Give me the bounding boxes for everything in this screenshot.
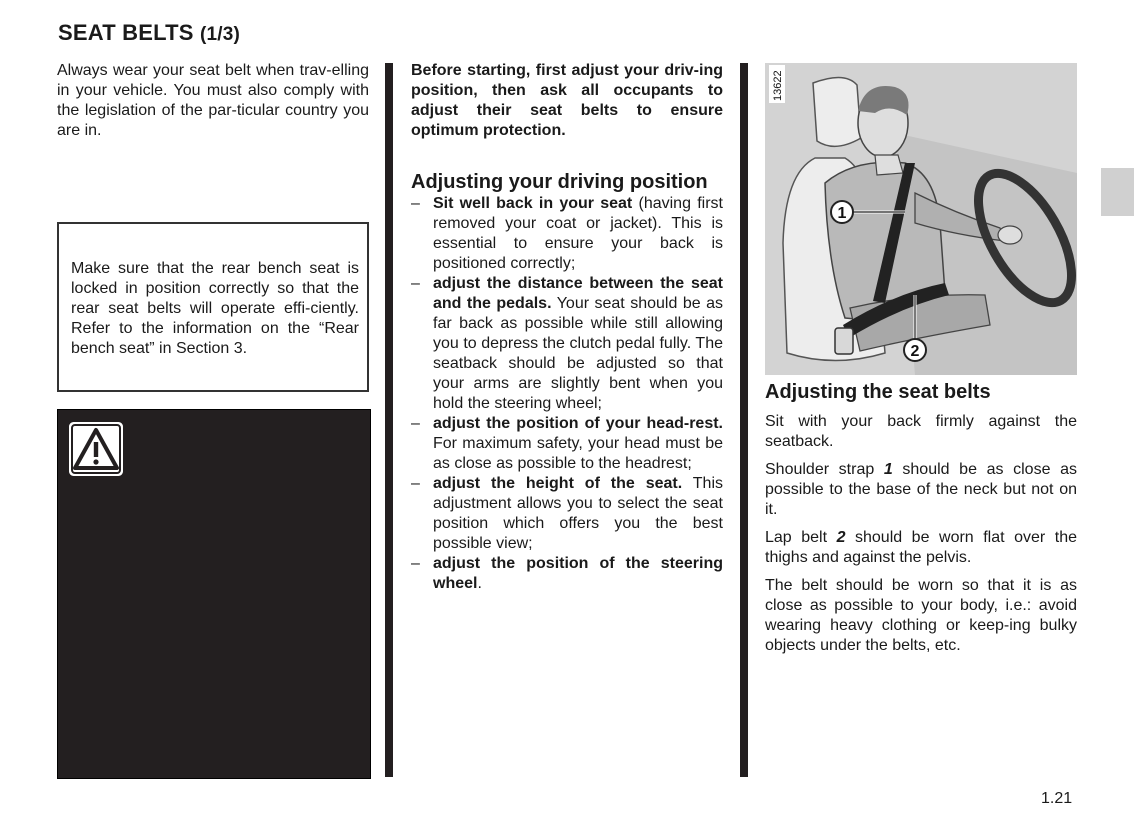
seat-belt-illustration xyxy=(765,63,1077,375)
figure-reference: 13622 xyxy=(772,70,784,101)
column-divider-right xyxy=(740,63,748,777)
list-item: – adjust the position of the steering wheel. xyxy=(411,554,723,594)
intro-paragraph: Always wear your seat belt when trav-elling in your vehicle. You must also comply with the legislation of the par-ticular country you are in. xyxy=(57,62,369,139)
lap-belt-paragraph: Lap belt 2 should be worn flat over the thighs and against the pelvis. xyxy=(765,529,1077,566)
callout-2: 2 xyxy=(910,343,920,360)
title-text: SEAT BELTS xyxy=(58,20,194,45)
belt-fit-paragraph: The belt should be worn so that it is as close as possible to your body, i.e.: avoid wearing heavy clothing or keep-ing bulky objects under the belts, etc. xyxy=(765,577,1077,654)
adjustment-steps xyxy=(411,194,723,594)
note-box xyxy=(57,222,369,392)
list-item: – adjust the position of your head-rest. For maximum safety, your head must be as close as possible to the headrest; xyxy=(411,414,723,474)
seat-belts-heading: Adjusting the seat belts xyxy=(765,381,991,403)
column-divider-left xyxy=(385,63,393,777)
page-number: 1.21 xyxy=(1041,790,1073,807)
title-part: (1/3) xyxy=(199,24,241,45)
list-item: – Sit well back in your seat (having first removed your coat or jacket). This is essential to ensure your back is positioned correctly; xyxy=(411,194,723,274)
before-starting-text: Before starting, first adjust your driv-ing position, then ask all occupants to adjust their seat belts to ensure optimum protection. xyxy=(411,62,723,139)
rear-bench-note: Make sure that the rear bench seat is locked in position correctly so that the rear seat belts will operate effi-ciently. Refer to the information on the “Rear bench seat” in Section 3. xyxy=(71,260,359,357)
page-title xyxy=(58,20,240,46)
warning-panel xyxy=(57,409,371,779)
section-tab xyxy=(1101,168,1134,216)
list-item: – adjust the distance between the seat and the pedals. Your seat should be as far back as possible while still allowing you to depress the clutch pedal fully. The seatback should be adjusted so that your arms are slightly bent when you hold the steering wheel; xyxy=(411,274,723,414)
driving-position-heading: Adjusting your driving position xyxy=(411,171,708,193)
list-item: – adjust the height of the seat. This adjustment allows you to select the seat position which offers you the best possible view; xyxy=(411,474,723,554)
driving-position-column xyxy=(411,61,723,594)
seat-belts-column xyxy=(765,380,1077,656)
warning-icon xyxy=(68,421,124,477)
sit-back-paragraph: Sit with your back firmly against the seatback. xyxy=(765,413,1077,450)
shoulder-strap-paragraph: Shoulder strap 1 should be as close as possible to the base of the neck but not on it. xyxy=(765,461,1077,518)
callout-1: 1 xyxy=(837,205,847,222)
